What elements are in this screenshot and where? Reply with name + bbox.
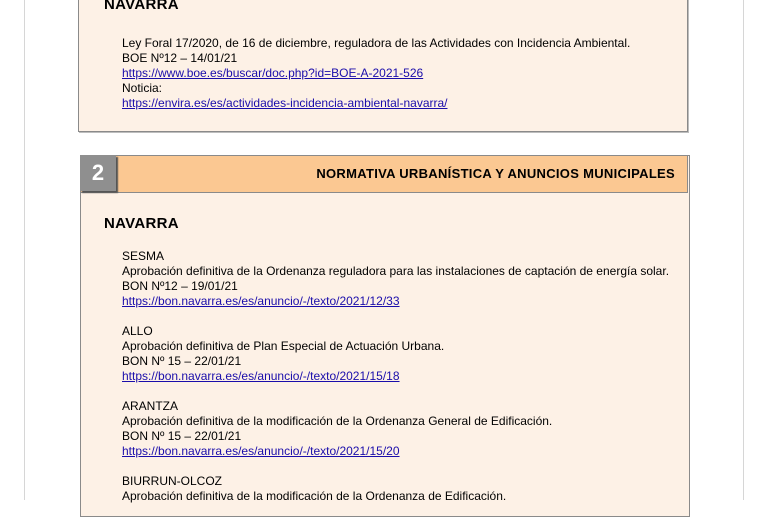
entry-description: Aprobación definitiva de Plan Especial de Actuación Urbana. [122,339,445,353]
section-2-title: NORMATIVA URBANÍSTICA Y ANUNCIOS MUNICIPALES [316,166,675,181]
news-link[interactable]: https://envira.es/es/actividades-incidencia-ambiental-navarra/ [122,96,448,110]
entry-place: ARANTZA [122,399,179,413]
entry-bulletin: BON Nº 15 – 22/01/21 [122,354,242,368]
bon-link[interactable]: https://bon.navarra.es/es/anuncio/-/texto/2021/15/18 [122,369,400,383]
bon-link[interactable]: https://bon.navarra.es/es/anuncio/-/texto/2021/12/33 [122,294,400,308]
municipal-entry-allo [122,324,444,384]
entry-bulletin: BON Nº 15 – 22/01/21 [122,429,242,443]
entry-description: Aprobación definitiva de la modificación de la Ordenanza General de Edificación. [122,414,553,428]
entry-bulletin: BOE Nº12 – 14/01/21 [122,51,238,65]
entry-news-label: Noticia: [122,81,163,95]
entry-title: Ley Foral 17/2020, de 16 de diciembre, reguladora de las Actividades con Incidencia Ambiental. [122,36,631,50]
entry-description: Aprobación definitiva de la modificación de la Ordenanza de Edificación. [122,489,507,503]
section-2-region-heading: NAVARRA [104,215,179,232]
entry-place: ALLO [122,324,153,338]
entry-description: Aprobación definitiva de la Ordenanza reguladora para las instalaciones de captación de energía solar. [122,264,670,278]
section-1-entry [122,36,630,111]
entry-place: BIURRUN-OLCOZ [122,474,223,488]
bon-link[interactable]: https://bon.navarra.es/es/anuncio/-/texto/2021/15/20 [122,444,400,458]
section-1-region-heading: NAVARRA [104,0,179,13]
municipal-entry-sesma [122,249,669,309]
municipal-entry-arantza [122,399,552,459]
boe-link[interactable]: https://www.boe.es/buscar/doc.php?id=BOE-A-2021-526 [122,66,424,80]
section-number-badge: 2 [80,155,116,191]
entry-place: SESMA [122,249,165,263]
entry-bulletin: BON Nº12 – 19/01/21 [122,279,238,293]
